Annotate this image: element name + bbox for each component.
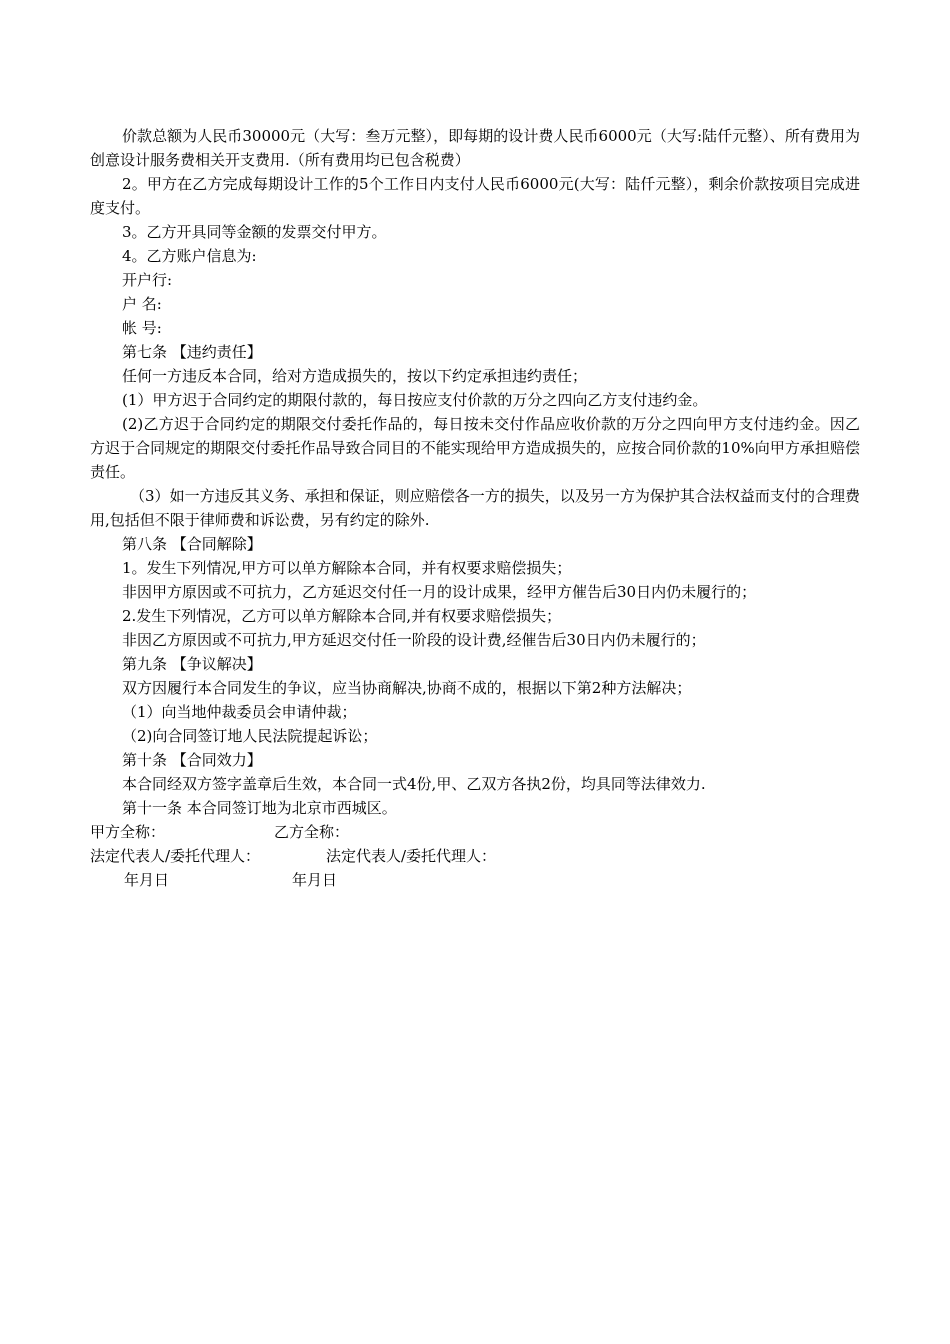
party-b-rep-label: 法定代表人/委托代理人： <box>326 847 497 865</box>
party-a-rep-label: 法定代表人/委托代理人： <box>90 847 261 865</box>
signature-rep-row <box>90 844 860 868</box>
paragraph-termination-2: 2.发生下列情况，乙方可以单方解除本合同,并有权要求赔偿损失； <box>122 607 562 625</box>
party-a-name-label: 甲方全称： <box>90 823 166 841</box>
paragraph-liability-1: (1）甲方迟于合同约定的期限付款的，每日按应支付价款的万分之四向乙方支付违约金。 <box>122 391 708 409</box>
contract-page <box>90 124 860 892</box>
article-10-heading: 第十条 【合同效力】 <box>122 751 262 769</box>
paragraph-account-number: 帐 号: <box>122 319 162 337</box>
paragraph-account-name: 户 名: <box>122 295 162 313</box>
signature-name-row <box>90 820 860 844</box>
paragraph-dispute-1: （1）向当地仲裁委员会申请仲裁； <box>122 703 357 721</box>
paragraph-liability-intro: 任何一方违反本合同，给对方造成损失的，按以下约定承担违约责任； <box>122 367 588 385</box>
paragraph-dispute-intro: 双方因履行本合同发生的争议，应当协商解决,协商不成的，根据以下第2种方法解决； <box>122 679 692 697</box>
party-b-date: 年月日 <box>292 871 338 889</box>
article-8-heading: 第八条 【合同解除】 <box>122 535 262 553</box>
paragraph-bank: 开户行: <box>122 271 173 289</box>
article-7-heading: 第七条 【违约责任】 <box>122 343 262 361</box>
paragraph-price-total: 价款总额为人民币30000元（大写：叁万元整），即每期的设计费人民币6000元（大写:陆仟元整）、所有费用为创意设计服务费相关开支费用.（所有费用均已包含税费） <box>90 127 860 169</box>
paragraph-effectiveness: 本合同经双方签字盖章后生效，本合同一式4份,甲、乙双方各执2份，均具同等法律效力. <box>122 775 706 793</box>
party-a-date: 年月日 <box>124 871 170 889</box>
paragraph-termination-1-detail: 非因甲方原因或不可抗力，乙方延迟交付任一月的设计成果，经甲方催告后30日内仍未履行的； <box>122 583 757 601</box>
article-11-signing-place: 第十一条 本合同签订地为北京市西城区。 <box>122 799 397 817</box>
paragraph-termination-1: 1。发生下列情况,甲方可以单方解除本合同，并有权要求赔偿损失； <box>122 559 572 577</box>
paragraph-account-info: 4。乙方账户信息为: <box>122 247 257 265</box>
paragraph-invoice: 3。乙方开具同等金额的发票交付甲方。 <box>122 223 387 241</box>
party-b-name-label: 乙方全称： <box>274 823 350 841</box>
paragraph-dispute-2: （2)向合同签订地人民法院提起诉讼； <box>122 727 378 745</box>
paragraph-liability-2: (2)乙方迟于合同约定的期限交付委托作品的，每日按未交付作品应收价款的万分之四向甲方支付违约金。因乙方迟于合同规定的期限交付委托作品导致合同目的不能实现给甲方造成损失的，应按合同价款的10%向甲方承担赔偿责任。 <box>90 415 860 481</box>
article-9-heading: 第九条 【争议解决】 <box>122 655 262 673</box>
paragraph-payment-terms: 2。甲方在乙方完成每期设计工作的5个工作日内支付人民币6000元(大写：陆仟元整），剩余价款按项目完成进度支付。 <box>90 175 860 217</box>
paragraph-liability-3: （3）如一方违反其义务、承担和保证，则应赔偿各一方的损失，以及另一方为保护其合法权益而支付的合理费用,包括但不限于律师费和诉讼费，另有约定的除外. <box>90 487 860 529</box>
paragraph-termination-2-detail: 非因乙方原因或不可抗力,甲方延迟交付任一阶段的设计费,经催告后30日内仍未履行的； <box>122 631 706 649</box>
signature-date-row <box>90 868 860 892</box>
